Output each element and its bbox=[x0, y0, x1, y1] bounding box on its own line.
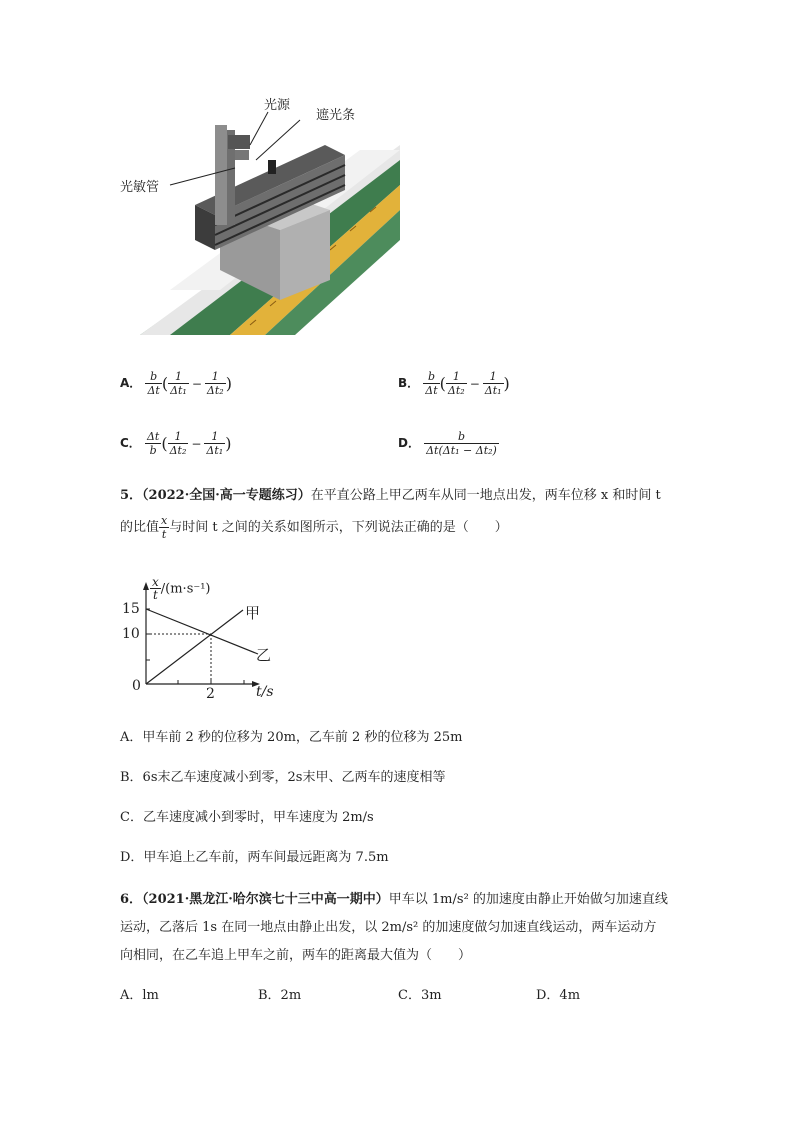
origin-label: 0 bbox=[132, 678, 141, 694]
label-photosensitive-tube: 光敏管 bbox=[120, 180, 160, 195]
label-light-source: 光源 bbox=[264, 98, 291, 113]
tick-label-2: 2 bbox=[206, 686, 215, 702]
x-axis-label: t/s bbox=[256, 684, 274, 700]
q5-stem-line1: 5．（2022·全国·高一专题练习）在平直公路上甲乙两车从同一地点出发，两车位移 x 和时间 t bbox=[120, 488, 661, 503]
q6-option-d[interactable]: D．4m bbox=[536, 988, 581, 1003]
q6-stem-line1: 6．（2021·黑龙江·哈尔滨七十三中高一期中）甲车以 1m/s² 的加速度由静止开始做匀加速直线 bbox=[120, 892, 668, 907]
series-yi-line bbox=[146, 609, 258, 654]
q6-stem-line3: 向相同，在乙车追上甲车之前，两车的距离最大值为（ ） bbox=[120, 948, 472, 963]
series-jia-line bbox=[146, 610, 243, 684]
q4-option-a[interactable]: A． $\frac{b}{\Delta t}$ ( $\frac{1}{\text{Δt₁}}$ − $\frac{1}{\text{Δt₂}}$ ) bbox=[120, 370, 232, 397]
q4-option-d[interactable]: D． $\frac{b}{\text{Δt(Δt₁ − Δt₂)}}$ bbox=[398, 430, 497, 457]
tick-label-10: 10 bbox=[122, 626, 140, 642]
q4-option-c[interactable]: C． $\frac{\Delta t}{b}$ ( $\frac{1}{\text{Δt₂}}$ − $\frac{1}{\text{Δt₁}}$ ) bbox=[120, 430, 232, 457]
label-shading-strip: 遮光条 bbox=[316, 108, 356, 123]
q5-stem-line2: 的比值 $\frac{x}{t}$ 与时间 t 之间的关系如图所示，下列说法正确的是（ ） bbox=[120, 514, 508, 541]
q4-option-b[interactable]: B． $\frac{b}{\Delta t}$ ( $\frac{1}{\text{Δt₂}}$ − $\frac{1}{\text{Δt₁}}$ ) bbox=[398, 370, 510, 397]
q5-option-c[interactable]: C．乙车速度减小到零时，甲车速度为 2m/s bbox=[120, 810, 374, 825]
x-over-t-fraction: $\frac{x}{t}$ bbox=[161, 514, 168, 541]
q6-option-b[interactable]: B．2m bbox=[258, 988, 302, 1003]
q5-option-b[interactable]: B．6s末乙车速度减小到零，2s末甲、乙两车的速度相等 bbox=[120, 770, 446, 785]
fraction: $\frac{b}{\Delta t}$ bbox=[147, 370, 160, 397]
apparatus-figure bbox=[110, 90, 410, 340]
q6-stem-line2: 运动，乙落后 1s 在同一地点由静止出发，以 2m/s² 的加速度做匀加速直线运动，两车运动方 bbox=[120, 920, 657, 935]
q5-option-d[interactable]: D．甲车追上乙车前，两车间最远距离为 7.5m bbox=[120, 850, 389, 865]
y-axis-label: $\frac{x}{t}$ /(m·s⁻¹) bbox=[152, 575, 211, 602]
series-jia-label: 甲 bbox=[245, 604, 261, 622]
q5-option-a[interactable]: A．甲车前 2 秒的位移为 20m，乙车前 2 秒的位移为 25m bbox=[120, 730, 463, 745]
tick-label-15: 15 bbox=[122, 601, 140, 617]
q6-option-a[interactable]: A．lm bbox=[120, 988, 159, 1003]
q6-option-c[interactable]: C．3m bbox=[398, 988, 442, 1003]
series-yi-label: 乙 bbox=[256, 646, 272, 664]
q5-graph bbox=[118, 572, 288, 712]
apparatus-illustration bbox=[110, 90, 410, 340]
